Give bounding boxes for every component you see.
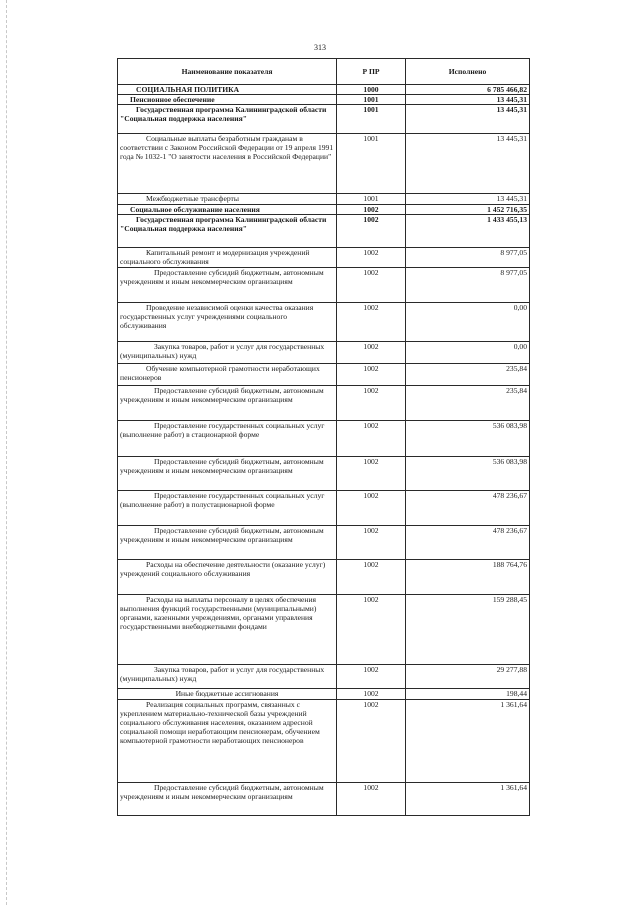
row-executed-amount: 0,00: [406, 342, 530, 364]
row-executed-amount: 478 236,67: [406, 526, 530, 560]
table-row: [118, 248, 530, 268]
row-indicator-name: Предоставление субсидий бюджетным, автономным учреждениям и иным некоммерческим организациям: [118, 526, 337, 560]
row-section-code: 1002: [337, 595, 406, 665]
row-section-code: 1000: [337, 85, 406, 95]
row-indicator-name: Межбюджетные трансферты: [118, 194, 337, 205]
row-indicator-name: Пенсионное обеспечение: [118, 95, 337, 105]
row-executed-amount: 1 452 716,35: [406, 205, 530, 215]
row-executed-amount: 29 277,88: [406, 665, 530, 689]
table-row: [118, 85, 530, 95]
table-body: [118, 85, 530, 816]
row-indicator-name: Реализация социальных программ, связанных с укреплением материально-технической базы учреждений социального обслуживания населения, оказанием адресной социальной помощи неработающим пенсионерам, обучением компьютерной грамотности неработающих пенсионеров: [118, 700, 337, 783]
row-executed-amount: 536 083,98: [406, 457, 530, 491]
row-section-code: 1002: [337, 268, 406, 303]
row-indicator-name: Предоставление государственных социальных услуг (выполнение работ) в полустационарной форме: [118, 491, 337, 526]
row-indicator-name: Капитальный ремонт и модернизация учреждений социального обслуживания: [118, 248, 337, 268]
table-row: [118, 134, 530, 194]
row-indicator-name: Закупка товаров, работ и услуг для государственных (муниципальных) нужд: [118, 342, 337, 364]
table-row: [118, 665, 530, 689]
row-executed-amount: 1 433 455,13: [406, 215, 530, 248]
row-indicator-name: СОЦИАЛЬНАЯ ПОЛИТИКА: [118, 85, 337, 95]
row-section-code: 1002: [337, 205, 406, 215]
row-section-code: 1001: [337, 194, 406, 205]
row-section-code: 1002: [337, 526, 406, 560]
table-row: [118, 205, 530, 215]
row-indicator-name: Предоставление субсидий бюджетным, автономным учреждениям и иным некоммерческим организациям: [118, 783, 337, 816]
row-indicator-name: Государственная программа Калининградской области "Социальная поддержка населения": [118, 215, 337, 248]
budget-execution-table: [117, 58, 530, 816]
row-indicator-name: Государственная программа Калининградской области "Социальная поддержка населения": [118, 105, 337, 134]
table-row: [118, 700, 530, 783]
row-executed-amount: 13 445,31: [406, 105, 530, 134]
row-executed-amount: 188 764,76: [406, 560, 530, 595]
row-executed-amount: 6 785 466,82: [406, 85, 530, 95]
row-indicator-name: Социальные выплаты безработным гражданам в соответствии с Законом Российской Федерации от 19 апреля 1991 года № 1032-1 "О занятости населения в Российской Федерации": [118, 134, 337, 194]
row-section-code: 1002: [337, 248, 406, 268]
row-section-code: 1001: [337, 105, 406, 134]
row-indicator-name: Социальное обслуживание населения: [118, 205, 337, 215]
row-section-code: 1002: [337, 665, 406, 689]
row-section-code: 1002: [337, 783, 406, 816]
row-executed-amount: 1 361,64: [406, 700, 530, 783]
row-section-code: 1002: [337, 303, 406, 342]
row-executed-amount: 536 083,98: [406, 421, 530, 457]
row-indicator-name: Закупка товаров, работ и услуг для государственных (муниципальных) нужд: [118, 665, 337, 689]
row-executed-amount: 0,00: [406, 303, 530, 342]
table-row: [118, 526, 530, 560]
row-executed-amount: 8 977,05: [406, 248, 530, 268]
row-indicator-name: Предоставление государственных социальных услуг (выполнение работ) в стационарной форме: [118, 421, 337, 457]
row-executed-amount: 13 445,31: [406, 134, 530, 194]
column-header-amount: Исполнено: [406, 59, 530, 85]
row-section-code: 1002: [337, 457, 406, 491]
row-indicator-name: Иные бюджетные ассигнования: [118, 689, 337, 700]
table-row: [118, 595, 530, 665]
row-section-code: 1002: [337, 215, 406, 248]
row-section-code: 1002: [337, 491, 406, 526]
column-header-name: Наименование показателя: [118, 59, 337, 85]
row-indicator-name: Предоставление субсидий бюджетным, автономным учреждениям и иным некоммерческим организациям: [118, 268, 337, 303]
page-number: 313: [314, 43, 326, 52]
row-section-code: 1002: [337, 386, 406, 421]
table-row: [118, 491, 530, 526]
row-executed-amount: 1 361,64: [406, 783, 530, 816]
row-section-code: 1001: [337, 95, 406, 105]
table-row: [118, 303, 530, 342]
row-section-code: 1002: [337, 689, 406, 700]
row-executed-amount: 13 445,31: [406, 95, 530, 105]
table-row: [118, 268, 530, 303]
table-row: [118, 194, 530, 205]
row-executed-amount: 235,84: [406, 386, 530, 421]
table-row: [118, 386, 530, 421]
table-row: [118, 342, 530, 364]
table-row: [118, 783, 530, 816]
row-section-code: 1002: [337, 342, 406, 364]
row-executed-amount: 235,84: [406, 364, 530, 386]
table-row: [118, 95, 530, 105]
row-section-code: 1002: [337, 560, 406, 595]
table-row: [118, 421, 530, 457]
row-indicator-name: Предоставление субсидий бюджетным, автономным учреждениям и иным некоммерческим организациям: [118, 386, 337, 421]
row-executed-amount: 13 445,31: [406, 194, 530, 205]
column-header-code: Р ПР: [337, 59, 406, 85]
row-section-code: 1001: [337, 134, 406, 194]
scan-margin-line: [6, 0, 8, 905]
row-executed-amount: 198,44: [406, 689, 530, 700]
row-indicator-name: Проведение независимой оценки качества оказания государственных услуг учреждениями социального обслуживания: [118, 303, 337, 342]
table-row: [118, 457, 530, 491]
table-header-row: [118, 59, 530, 85]
row-indicator-name: Обучение компьютерной грамотности неработающих пенсионеров: [118, 364, 337, 386]
row-executed-amount: 8 977,05: [406, 268, 530, 303]
table-row: [118, 364, 530, 386]
row-section-code: 1002: [337, 364, 406, 386]
table-row: [118, 560, 530, 595]
table-row: [118, 689, 530, 700]
row-indicator-name: Предоставление субсидий бюджетным, автономным учреждениям и иным некоммерческим организациям: [118, 457, 337, 491]
row-indicator-name: Расходы на обеспечение деятельности (оказание услуг) учреждений социального обслуживания: [118, 560, 337, 595]
row-section-code: 1002: [337, 700, 406, 783]
row-indicator-name: Расходы на выплаты персоналу в целях обеспечения выполнения функций государственными (муниципальными) органами, казенными учреждениями, органами управления государственными внебюджетными фондами: [118, 595, 337, 665]
row-section-code: 1002: [337, 421, 406, 457]
table-row: [118, 105, 530, 134]
row-executed-amount: 478 236,67: [406, 491, 530, 526]
row-executed-amount: 159 288,45: [406, 595, 530, 665]
table-row: [118, 215, 530, 248]
